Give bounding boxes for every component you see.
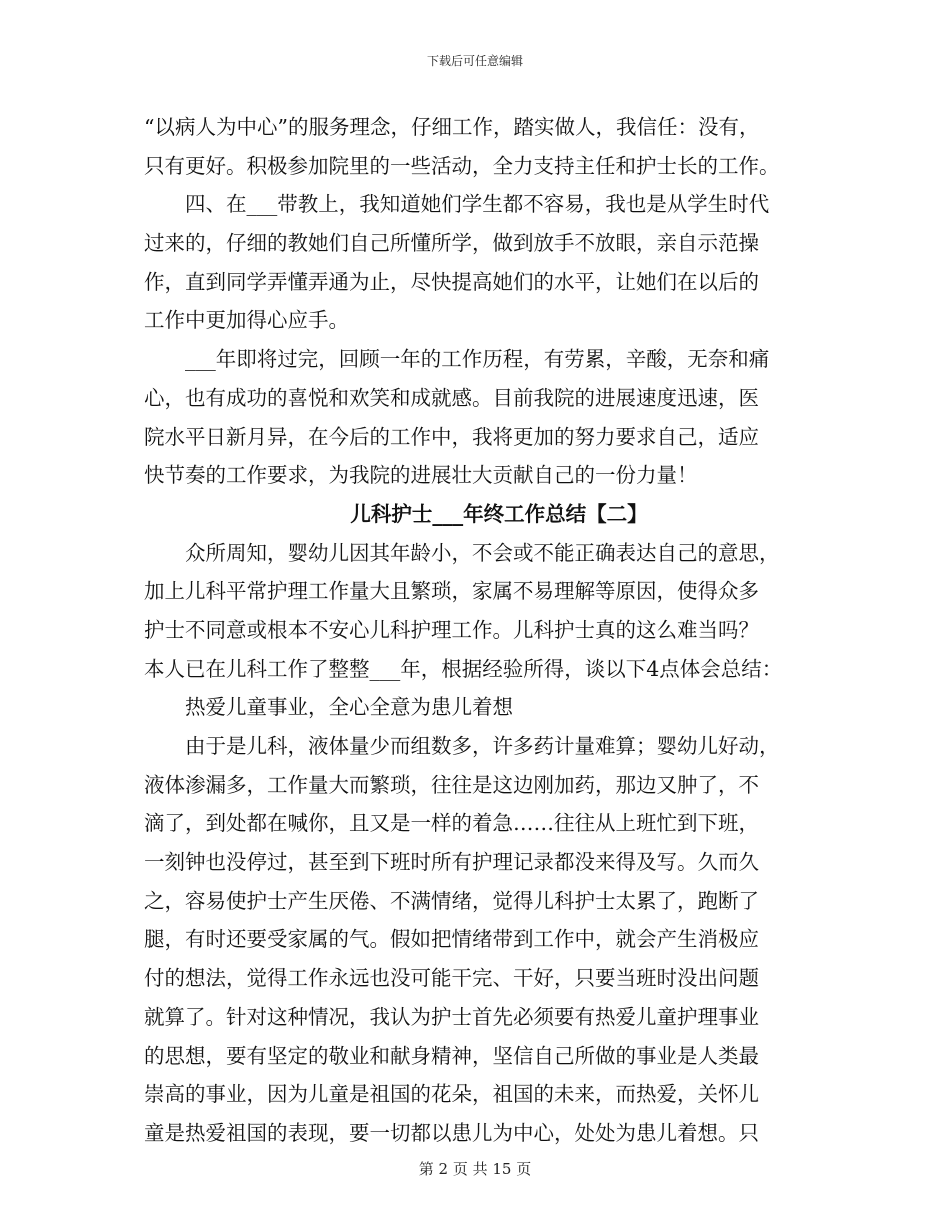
subheading: 热爱儿童事业，全心全意为患儿着想: [185, 695, 513, 720]
section-heading: 儿科护士___年终工作总结【二】: [350, 501, 648, 526]
document-body: [144, 108, 808, 1153]
paragraph-start: 由于是儿科，液体量少而组数多，许多药计量难算；婴幼儿好动，: [185, 734, 780, 758]
text-line: 快节奏的工作要求，为我院的进展壮大贡献自己的一份力量！: [144, 463, 698, 488]
text-line: 院水平日新月异，在今后的工作中，我将更加的努力要求自己，适应: [144, 424, 759, 449]
text-line: 工作中更加得心应手。: [144, 308, 349, 333]
text-line: 之，容易使护士产生厌倦、不满情绪，觉得儿科护士太累了，跑断了: [144, 888, 759, 913]
text-line: 付的想法，觉得工作永远也没可能干完、干好，只要当班时没出问题: [144, 966, 759, 991]
page-number: 第 2 页 共 15 页: [418, 1160, 532, 1178]
text-line: 就算了。针对这种情况，我认为护士首先必须要有热爱儿童护理事业: [144, 1004, 759, 1029]
text-line: 崇高的事业，因为儿童是祖国的花朵，祖国的未来，而热爱，关怀儿: [144, 1082, 759, 1107]
text-line: 一刻钟也没停过，甚至到下班时所有护理记录都没来得及写。久而久: [144, 850, 759, 875]
paragraph-start: 四、在___带教上，我知道她们学生都不容易，我也是从学生时代: [185, 192, 770, 217]
text-line: 滴了，到处都在喊你，且又是一样的着急……往往从上班忙到下班，: [144, 811, 759, 836]
text-line: 只有更好。积极参加院里的一些活动，全力支持主任和护士长的工作。: [144, 153, 780, 178]
text-line: 童是热爱祖国的表现，要一切都以患儿为中心，处处为患儿着想。只: [144, 1120, 759, 1145]
text-line: 腿，有时还要受家属的气。假如把情绪带到工作中，就会产生消极应: [144, 927, 759, 952]
text-line: 护士不同意或根本不安心儿科护理工作。儿科护士真的这么难当吗？: [144, 617, 759, 642]
paragraph-start: ___年即将过完，回顾一年的工作历程，有劳累，辛酸，无奈和痛: [185, 347, 770, 372]
page-header-note: 下载后可任意编辑: [426, 54, 523, 68]
text-line: 作，直到同学弄懂弄通为止，尽快提高她们的水平，让她们在以后的: [144, 269, 759, 294]
text-line: 过来的，仔细的教她们自己所懂所学，做到放手不放眼，亲自示范操: [144, 231, 759, 256]
paragraph-start: 众所周知，婴幼儿因其年龄小，不会或不能正确表达自己的意思，: [185, 540, 780, 565]
text-line: 本人已在儿科工作了整整___年，根据经验所得，谈以下4点体会总结：: [144, 656, 783, 681]
text-line: 加上儿科平常护理工作量大且繁琐，家属不易理解等原因，使得众多: [144, 579, 759, 604]
text-line: 液体渗漏多，工作量大而繁琐，往往是这边刚加药，那边又肿了，不: [144, 772, 759, 797]
text-line: 心，也有成功的喜悦和欢笑和成就感。目前我院的进展速度迅速，医: [144, 385, 759, 410]
text-line: 的思想，要有坚定的敬业和献身精神，坚信自己所做的事业是人类最: [144, 1043, 759, 1068]
text-line: “以病人为中心”的服务理念，仔细工作，踏实做人，我信任：没有，: [144, 115, 760, 139]
